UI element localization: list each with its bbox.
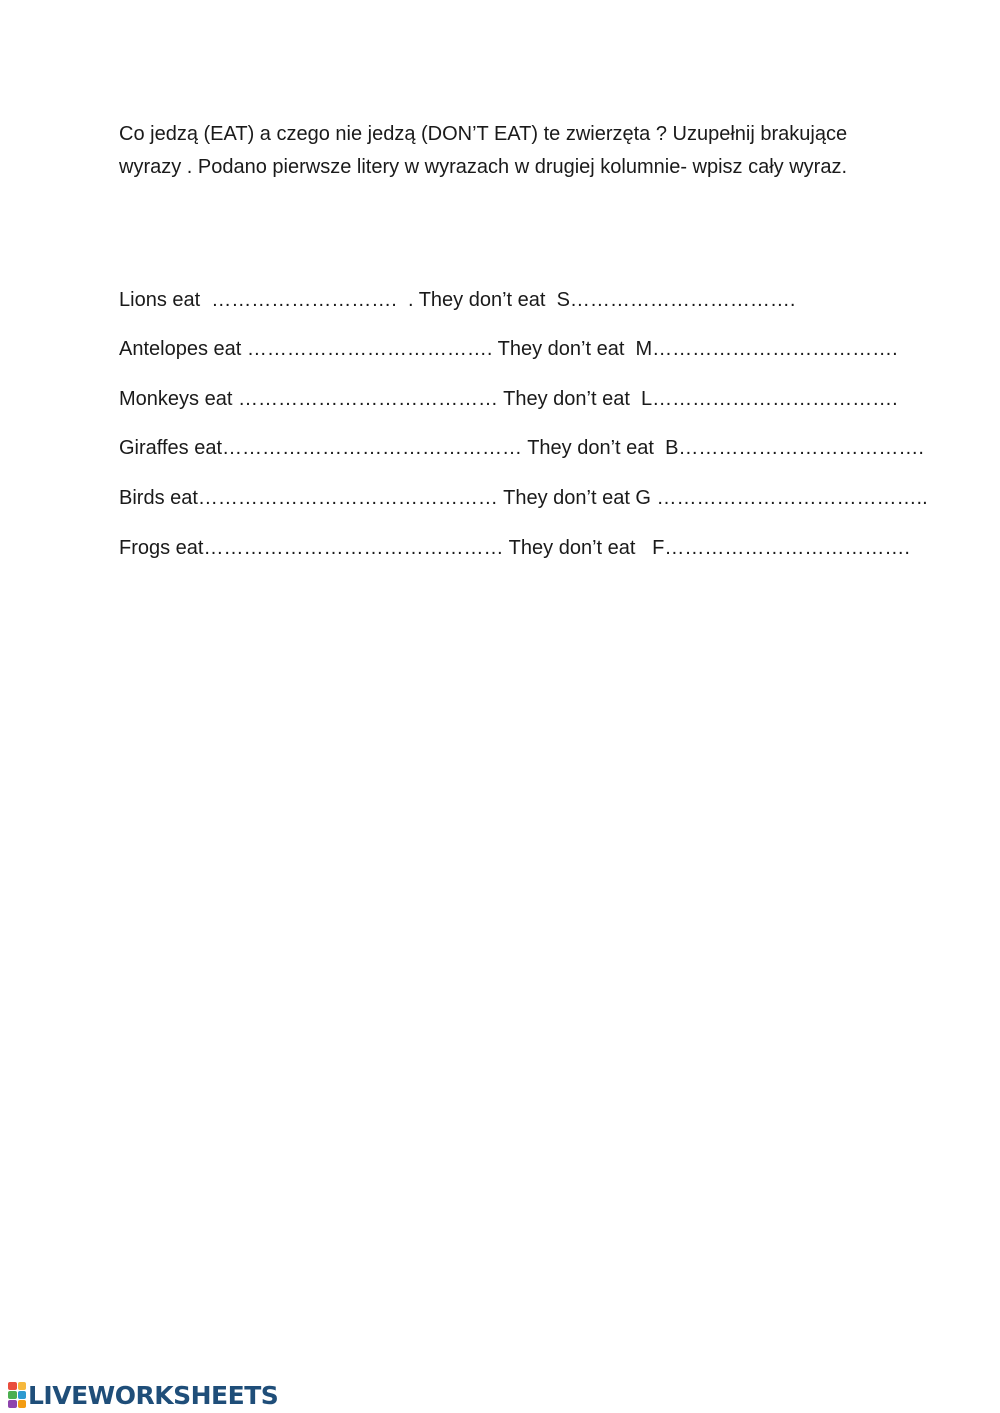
- liveworksheets-logo[interactable]: [8, 1379, 278, 1411]
- logo-text: LIVEWORKSHEETS: [28, 1380, 279, 1410]
- sentence-frogs: Frogs eat……………………………………… They don’t eat F……………………………….: [119, 537, 910, 559]
- sentence-antelopes: Antelopes eat ………………………………. They don’t eat M……………………………….: [119, 338, 898, 360]
- logo-block: [18, 1382, 27, 1390]
- sentence-giraffes: Giraffes eat……………………………………… They don’t eat B……………………………….: [119, 437, 924, 459]
- sentence-lions: Lions eat ………………………. . They don’t eat S…………………………….: [119, 289, 796, 311]
- logo-block: [8, 1391, 17, 1399]
- sentence-monkeys: Monkeys eat ………………………………… They don’t eat L……………………………….: [119, 388, 898, 410]
- logo-block: [18, 1400, 27, 1408]
- logo-block: [8, 1382, 17, 1390]
- logo-block: [8, 1400, 17, 1408]
- logo-block: [18, 1391, 27, 1399]
- sentence-birds: Birds eat……………………………………… They don’t eat G …………………………………..: [119, 487, 928, 509]
- logo-blocks-icon: [8, 1382, 26, 1408]
- instructions-text: Co jedzą (EAT) a czego nie jedzą (DON’T EAT) te zwierzęta ? Uzupełnij brakujące wyrazy . Podano pierwsze litery w wyrazach w drugiej kolumnie- wpisz cały wyraz.: [119, 123, 848, 178]
